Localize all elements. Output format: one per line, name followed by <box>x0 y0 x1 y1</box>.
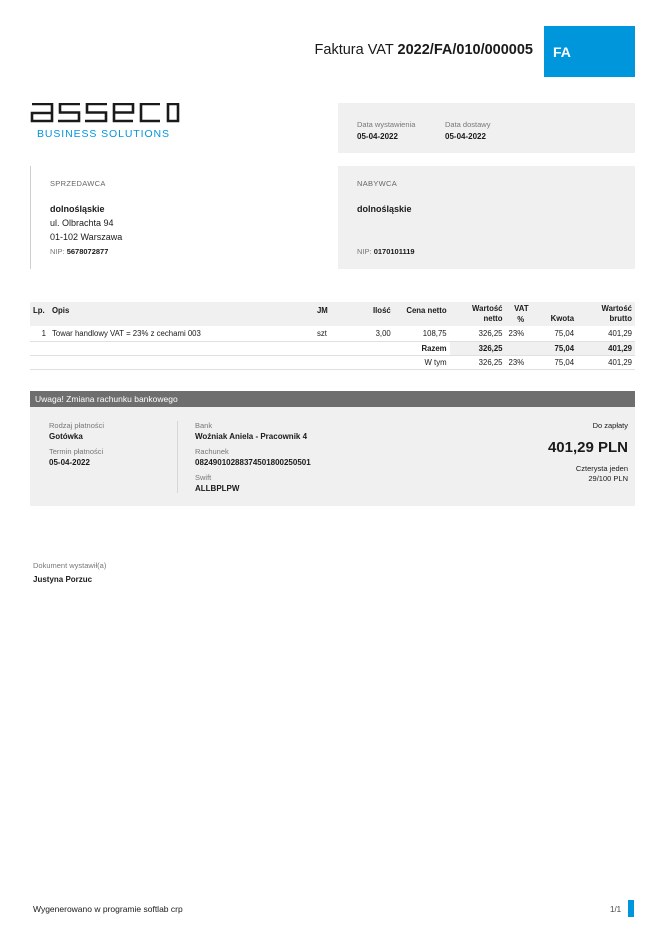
to-pay-amount: 401,29 PLN <box>547 439 628 456</box>
invoice-number: 2022/FA/010/000005 <box>397 42 533 58</box>
row-vat-amount: 75,04 <box>527 326 577 341</box>
issuer-block <box>33 561 106 584</box>
issue-date-label: Data wystawienia <box>357 120 416 129</box>
amount-in-words-line1: Czterysta jeden <box>575 464 628 473</box>
row-qty: 3,00 <box>344 326 394 341</box>
row-net-value: 326,25 <box>450 326 506 341</box>
total-row <box>30 341 635 355</box>
account-label: Rachunek <box>195 447 229 456</box>
col-gross-line1: Wartość <box>601 304 632 313</box>
col-net-value-line2: netto <box>483 314 503 323</box>
row-desc: Towar handlowy VAT = 23% z cechami 003 <box>49 326 314 341</box>
issuer-name: Justyna Porzuc <box>33 575 93 584</box>
delivery-date-block <box>445 120 490 141</box>
dates-panel <box>338 103 635 153</box>
col-desc: Opis <box>49 302 314 326</box>
issue-date-block <box>357 120 415 141</box>
swift-label: Swift <box>195 473 212 482</box>
bank-value: Woźniak Aniela - Pracownik 4 <box>195 432 308 441</box>
issuer-label: Dokument wystawił(a) <box>33 561 107 570</box>
asseco-logo-icon <box>30 103 180 123</box>
bank-block <box>195 421 307 441</box>
page-number: 1/1 <box>610 905 622 914</box>
bank-change-warning: Uwaga! Zmiana rachunku bankowego <box>30 391 635 407</box>
buyer-nip-value: 0170101119 <box>373 247 415 256</box>
breakdown-gross: 401,29 <box>577 355 635 369</box>
total-vat-amount: 75,04 <box>527 341 577 355</box>
breakdown-label: W tym <box>394 355 450 369</box>
total-gross: 401,29 <box>577 341 635 355</box>
seller-panel <box>30 166 326 269</box>
items-table <box>30 302 635 370</box>
col-gross <box>577 302 635 326</box>
payment-method-value: Gotówka <box>49 432 83 441</box>
account-value: 08249010288374501800250501 <box>195 458 311 467</box>
col-unit: JM <box>314 302 344 326</box>
invoice-title <box>315 42 533 58</box>
payment-due-value: 05-04-2022 <box>49 458 90 467</box>
buyer-panel <box>338 166 635 269</box>
to-pay-label: Do zapłaty <box>592 421 628 430</box>
payment-panel <box>30 407 635 506</box>
swift-block <box>195 473 239 493</box>
amount-in-words-line2: 29/100 PLN <box>588 474 628 483</box>
delivery-date-label: Data dostawy <box>445 120 491 129</box>
col-vat-amount-label: Kwota <box>550 314 575 323</box>
seller-city: 01-102 Warszawa <box>50 232 123 242</box>
account-block <box>195 447 311 467</box>
breakdown-vat-amount: 75,04 <box>527 355 577 369</box>
company-logo <box>30 103 180 123</box>
page-marker <box>628 900 634 917</box>
col-qty: Ilość <box>344 302 394 326</box>
seller-heading: SPRZEDAWCA <box>50 179 106 188</box>
swift-value: ALLBPLPW <box>195 484 240 493</box>
payment-due-block <box>49 447 103 467</box>
row-lp: 1 <box>30 326 49 341</box>
total-label: Razem <box>394 341 450 355</box>
logo-subtitle: BUSINESS SOLUTIONS <box>37 128 170 140</box>
buyer-name: dolnośląskie <box>357 204 412 214</box>
invoice-title-prefix: Faktura VAT <box>314 42 394 58</box>
buyer-nip-label: NIP: <box>357 247 372 256</box>
col-net-value-line1: Wartość <box>472 304 503 313</box>
payment-method-block <box>49 421 104 441</box>
col-vat-group: VAT <box>514 304 529 313</box>
seller-nip-value: 5678072877 <box>66 247 109 256</box>
payment-method-label: Rodzaj płatności <box>49 421 105 430</box>
row-gross: 401,29 <box>577 326 635 341</box>
seller-name: dolnośląskie <box>50 204 105 214</box>
breakdown-net-value: 326,25 <box>450 355 506 369</box>
row-vat-pct: 23% <box>506 326 528 341</box>
col-vat-amount <box>514 302 577 326</box>
payment-divider <box>177 421 178 493</box>
bank-label: Bank <box>195 421 213 430</box>
seller-nip <box>50 247 108 256</box>
col-gross-line2: brutto <box>609 314 632 323</box>
breakdown-vat-pct: 23% <box>506 355 528 369</box>
col-net-value <box>450 302 506 326</box>
delivery-date-value: 05-04-2022 <box>445 132 486 141</box>
col-lp: Lp. <box>30 302 49 326</box>
table-row <box>30 326 635 341</box>
row-net-price: 108,75 <box>394 326 450 341</box>
row-unit: szt <box>314 326 344 341</box>
generated-by-footer: Wygenerowano w programie softlab crp <box>33 904 183 914</box>
seller-street: ul. Olbrachta 94 <box>50 218 114 228</box>
payment-due-label: Termin płatności <box>49 447 104 456</box>
col-vat-pct: % <box>506 302 528 326</box>
issue-date-value: 05-04-2022 <box>357 132 398 141</box>
col-net-price: Cena netto <box>394 302 450 326</box>
table-header-row <box>30 302 635 326</box>
buyer-nip <box>357 247 415 256</box>
breakdown-row <box>30 355 635 369</box>
document-type-badge: FA <box>544 26 635 77</box>
total-net-value: 326,25 <box>450 341 506 355</box>
seller-nip-label: NIP: <box>50 247 65 256</box>
buyer-heading: NABYWCA <box>357 179 398 188</box>
amount-in-words <box>576 464 628 484</box>
